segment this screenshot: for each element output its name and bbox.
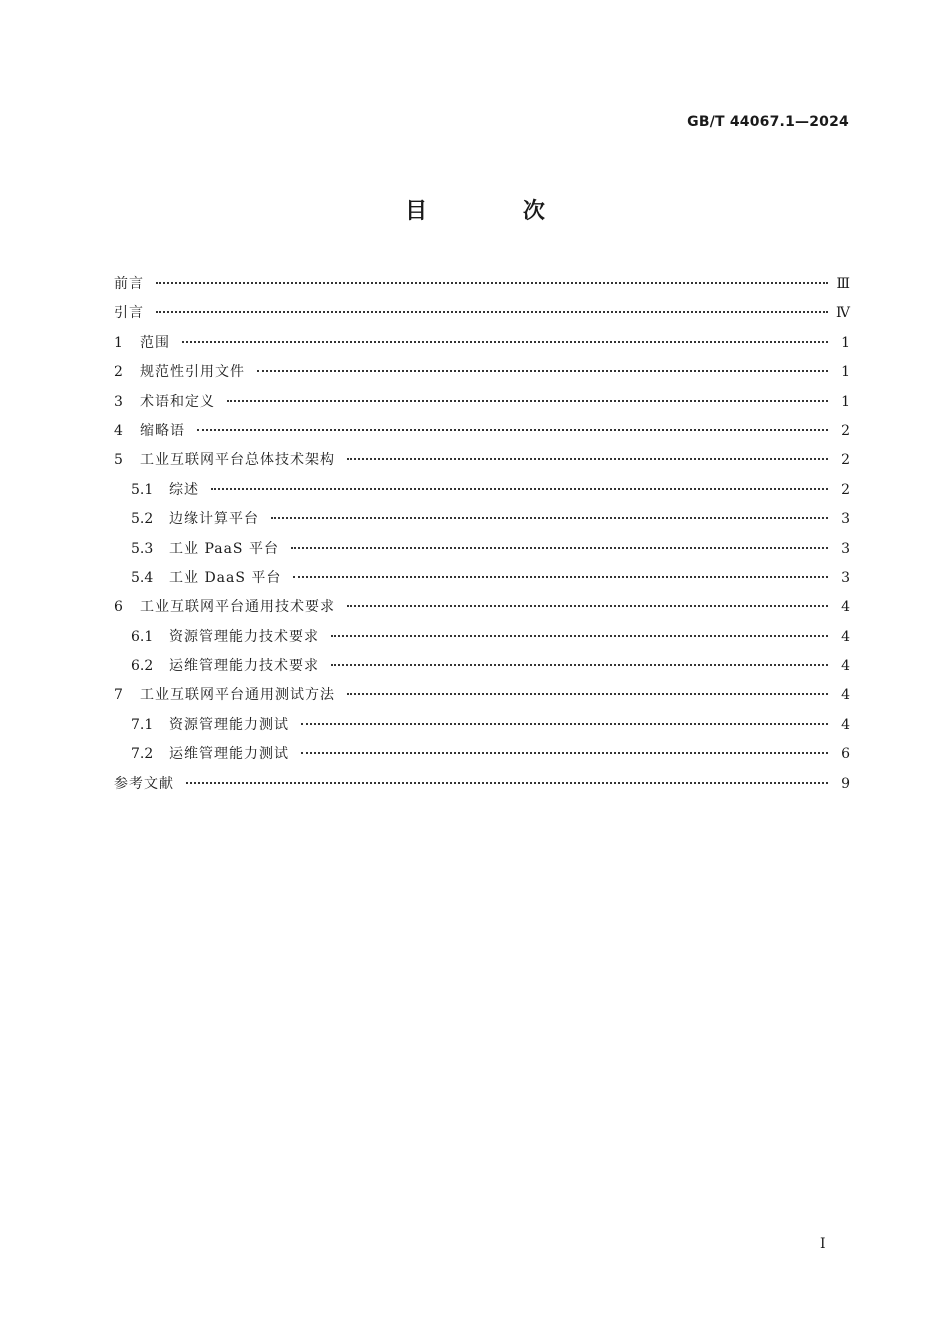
dot-leader [347, 693, 828, 695]
toc-entry-title: 工业互联网平台通用技术要求 [140, 599, 335, 616]
toc-entry-page: 3 [841, 540, 850, 557]
toc-entry-number: 3 [114, 393, 123, 410]
toc-entry-page: Ⅳ [836, 305, 850, 322]
toc-entry[interactable] [114, 358, 850, 387]
toc-entry[interactable] [114, 593, 850, 622]
dot-leader [182, 341, 828, 343]
toc-entry-title: 资源管理能力测试 [169, 716, 289, 733]
toc-entry[interactable] [114, 270, 850, 299]
toc-entry-page: 6 [841, 746, 850, 763]
page-number: Ⅰ [820, 1236, 826, 1252]
toc-entry[interactable] [114, 446, 850, 475]
toc-entry-number: 1 [114, 334, 123, 351]
toc-entry-page: 9 [841, 775, 850, 792]
toc-entry-title: 工业 PaaS 平台 [169, 540, 279, 557]
dot-leader [257, 370, 828, 372]
toc-entry-number: 7.2 [131, 746, 154, 763]
toc-entry-page: 1 [841, 364, 850, 381]
toc-entry-page: 4 [841, 599, 850, 616]
toc-entry[interactable] [114, 681, 850, 710]
toc-entry-number: 2 [114, 364, 123, 381]
toc-entry-number: 5.1 [131, 481, 154, 498]
toc-entry-page: 2 [841, 452, 850, 469]
toc-entry-title: 运维管理能力技术要求 [169, 658, 319, 675]
toc-entry-number: 5.4 [131, 569, 154, 586]
dot-leader [271, 517, 828, 519]
toc-entry-page: 4 [841, 687, 850, 704]
toc-entry-title: 前言 [114, 276, 144, 292]
dot-leader [331, 664, 828, 666]
dot-leader [293, 576, 828, 578]
toc-entry[interactable] [114, 299, 850, 328]
toc-entry[interactable] [114, 652, 850, 681]
toc-entry-page: 2 [841, 481, 850, 498]
toc-entry-title: 术语和定义 [140, 393, 215, 410]
toc-entry-page: 4 [841, 716, 850, 733]
toc-entry-number: 7 [114, 687, 123, 704]
toc-entry-title: 工业互联网平台通用测试方法 [140, 687, 335, 704]
toc-entry-title: 边缘计算平台 [169, 511, 259, 528]
toc-entry[interactable] [114, 476, 850, 505]
toc-entry-page: 3 [841, 511, 850, 528]
dot-leader [156, 282, 828, 284]
toc-entry-title: 参考文献 [114, 775, 174, 792]
toc-entry-title: 工业 DaaS 平台 [169, 569, 282, 586]
dot-leader [291, 547, 828, 549]
toc-entry-page: 3 [841, 569, 850, 586]
toc-entry-number: 5 [114, 452, 123, 469]
toc-entry-number: 4 [114, 422, 123, 439]
toc-entry-title: 资源管理能力技术要求 [169, 628, 319, 645]
toc-entry-page: 1 [841, 334, 850, 351]
toc-entry[interactable] [114, 623, 850, 652]
toc-entry-title: 规范性引用文件 [140, 364, 245, 381]
toc-entry-title: 缩略语 [140, 422, 185, 439]
dot-leader [227, 400, 828, 402]
toc-entry-page: 4 [841, 658, 850, 675]
dot-leader [186, 782, 828, 784]
dot-leader [301, 752, 828, 754]
toc-entry[interactable] [114, 740, 850, 769]
toc-entry[interactable] [114, 329, 850, 358]
toc-entry-number: 5.3 [131, 540, 154, 557]
toc-entry-number: 6.2 [131, 658, 154, 675]
dot-leader [197, 429, 828, 431]
toc-entry-title: 引言 [114, 305, 144, 322]
dot-leader [331, 635, 828, 637]
toc-entry[interactable] [114, 711, 850, 740]
toc-entry-title: 综述 [169, 481, 199, 498]
toc-entry-page: Ⅲ [836, 276, 850, 292]
dot-leader [156, 311, 828, 313]
toc-entry-number: 5.2 [131, 511, 154, 528]
toc-entry[interactable] [114, 770, 850, 799]
toc-entry[interactable] [114, 505, 850, 534]
toc-entry-title: 工业互联网平台总体技术架构 [140, 452, 335, 469]
toc-entry-title: 范围 [140, 334, 170, 351]
toc-entry-number: 6.1 [131, 628, 154, 645]
toc-title: 目 次 [405, 199, 589, 224]
toc-entry-page: 2 [841, 422, 850, 439]
dot-leader [347, 458, 828, 460]
toc-entry-number: 7.1 [131, 716, 154, 733]
toc-entry[interactable] [114, 564, 850, 593]
dot-leader [301, 723, 828, 725]
toc-entry-page: 1 [841, 393, 850, 410]
document-code: GB/T 44067.1—2024 [687, 114, 849, 130]
dot-leader [347, 605, 828, 607]
toc-entry[interactable] [114, 417, 850, 446]
toc-entry-number: 6 [114, 599, 123, 616]
toc-entry-title: 运维管理能力测试 [169, 746, 289, 763]
table-of-contents [114, 270, 850, 799]
toc-entry-page: 4 [841, 628, 850, 645]
toc-entry[interactable] [114, 388, 850, 417]
dot-leader [211, 488, 828, 490]
toc-entry[interactable] [114, 535, 850, 564]
